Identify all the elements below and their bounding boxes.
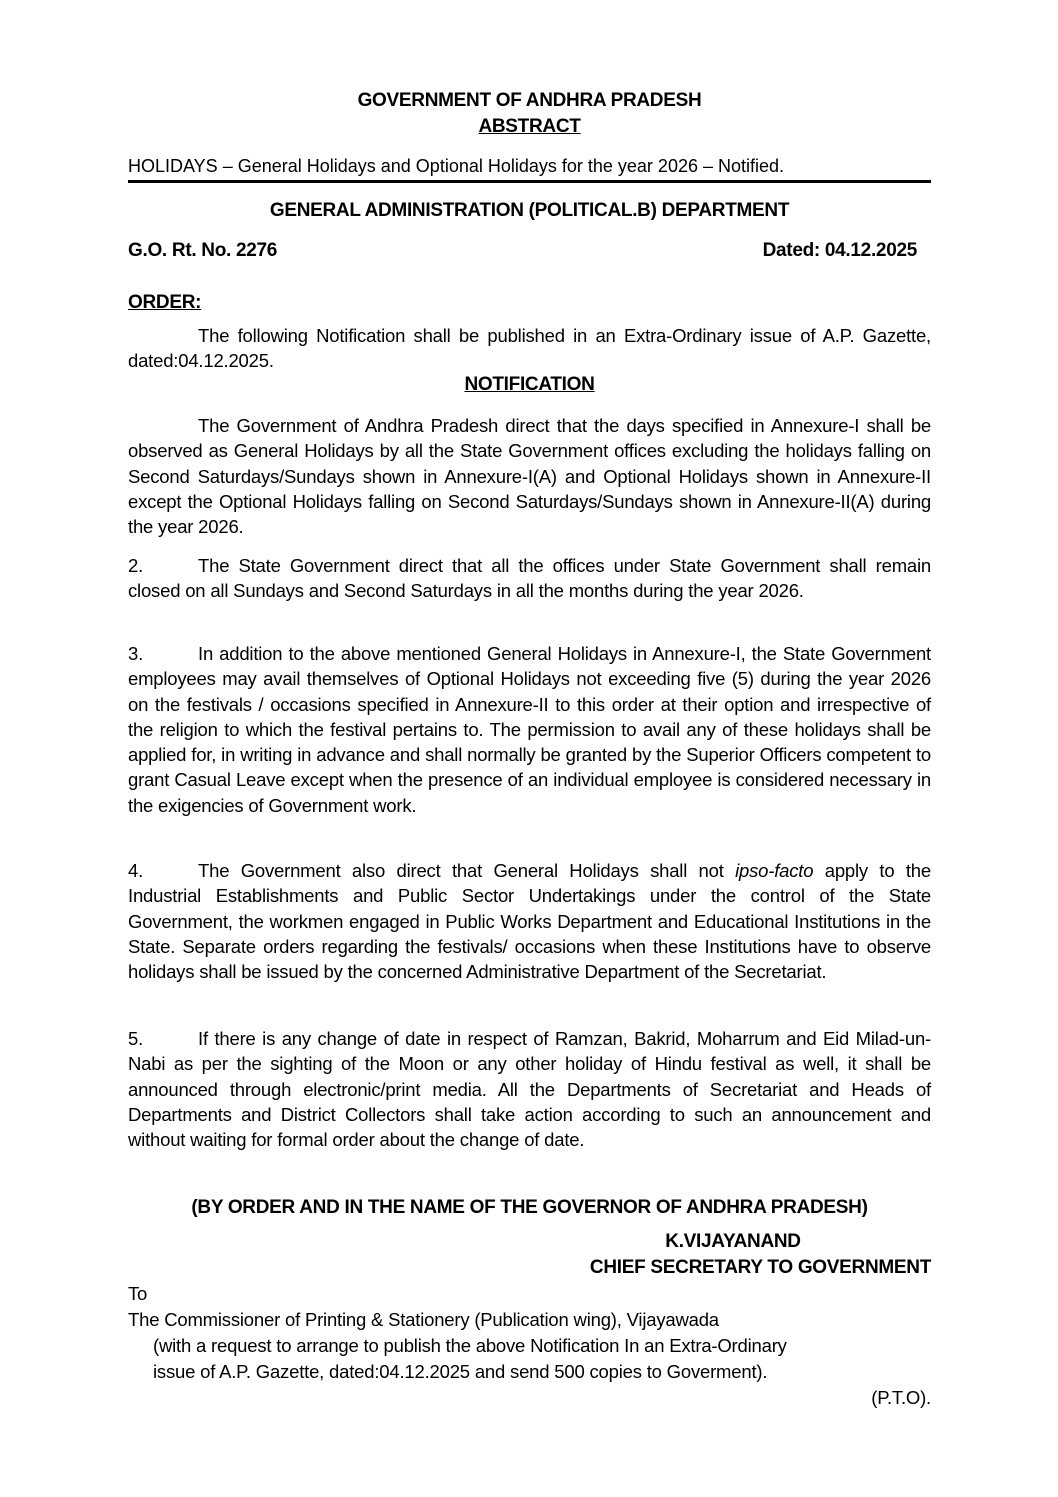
order-heading-wrap bbox=[128, 292, 931, 314]
go-number: G.O. Rt. No. 2276 bbox=[128, 240, 278, 261]
go-date: Dated: 04.12.2025 bbox=[762, 240, 917, 261]
by-order-line: (BY ORDER AND IN THE NAME OF THE GOVERNOR OF ANDHRA PRADESH) bbox=[191, 1197, 868, 1218]
signatory-title: CHIEF SECRETARY TO GOVERNMENT bbox=[589, 1257, 931, 1278]
pto-label: (P.T.O). bbox=[871, 1387, 931, 1408]
recipient: The Commissioner of Printing & Stationery (Publication wing), Vijayawada bbox=[128, 1309, 719, 1330]
paragraph-text: The State Government direct that all the offices under State Government shall remain closed on all Sundays and Second Saturdays in all the months during the year 2026. bbox=[128, 555, 931, 602]
paragraph-text-italic: ipso-facto bbox=[735, 860, 814, 881]
paragraph-number: 2. bbox=[128, 555, 144, 576]
notification-heading: NOTIFICATION bbox=[464, 374, 595, 395]
paragraph-5 bbox=[128, 1026, 931, 1152]
paragraph-text-before: The Government also direct that General Holidays shall not bbox=[198, 860, 736, 881]
paragraph-text: If there is any change of date in respect of Ramzan, Bakrid, Moharrum and Eid Milad-un-Nabi as per the sighting of the Moon or any other holiday of Hindu festival as well, it shall be announced through electronic/print media. All the Departments of Secretariat and Heads of Departments and District Collectors shall take action according to such an announcement and without waiting for formal order about the change of date. bbox=[128, 1028, 931, 1151]
paragraph-text-after: apply to the Industrial Establishments and Public Sector Undertakings under the control of the State Government, the workmen engaged in Public Works Department and Educational Institutions in the State. Separate orders regarding the festivals/ occasions when these Institutions have to observe holidays shall be issued by the concerned Administrative Department of the Secretariat. bbox=[128, 860, 931, 983]
order-heading: ORDER: bbox=[128, 292, 202, 313]
government-heading: GOVERNMENT OF ANDHRA PRADESH bbox=[357, 90, 702, 111]
notification-heading-wrap bbox=[128, 374, 931, 396]
abstract-heading-wrap bbox=[128, 116, 931, 138]
abstract-heading: ABSTRACT bbox=[478, 116, 581, 137]
paragraph-number: 3. bbox=[128, 643, 144, 664]
subject-line: HOLIDAYS – General Holidays and Optional Holidays for the year 2026 – Notified. bbox=[128, 156, 931, 183]
paragraph-text: In addition to the above mentioned General Holidays in Annexure-I, the State Government employees may avail themselves of Optional Holidays not exceeding five (5) during the year 2026 on the festivals / occasions specified in Annexure-II to this order at their option and irrespective of the religion to which the festival pertains to. The permission to avail any of these holidays shall be applied for, in writing in advance and shall normally be granted by the Superior Officers competent to grant Casual Leave except when the presence of an individual employee is considered necessary in the exigencies of Government work. bbox=[128, 643, 931, 816]
go-row bbox=[128, 240, 931, 262]
notification-intro: The Government of Andhra Pradesh direct that the days specified in Annexure-I shall be observed as General Holidays by all the State Government offices excluding the holidays falling on Second Saturdays/Sundays shown in Annexure-I(A) and Optional Holidays shown in Annexure-II except the Optional Holidays falling on Second Saturdays/Sundays shown in Annexure-II(A) during the year 2026. bbox=[128, 415, 931, 538]
order-text: The following Notification shall be published in an Extra-Ordinary issue of A.P. Gazette, dated:04.12.2025. bbox=[128, 325, 931, 372]
to-label: To bbox=[128, 1283, 148, 1304]
paragraph-2 bbox=[128, 553, 931, 604]
paragraph-4 bbox=[128, 858, 931, 984]
paragraph-number: 5. bbox=[128, 1028, 144, 1049]
paragraph-3 bbox=[128, 641, 931, 818]
signatory-name: K.VIJAYANAND bbox=[665, 1231, 801, 1252]
recipient-note-line1: (with a request to arrange to publish the above Notification In an Extra-Ordinary bbox=[153, 1335, 787, 1356]
paragraph-number: 4. bbox=[128, 860, 144, 881]
department-heading: GENERAL ADMINISTRATION (POLITICAL.B) DEPARTMENT bbox=[269, 200, 790, 221]
recipient-note-line2: issue of A.P. Gazette, dated:04.12.2025 and send 500 copies to Goverment). bbox=[153, 1361, 768, 1382]
